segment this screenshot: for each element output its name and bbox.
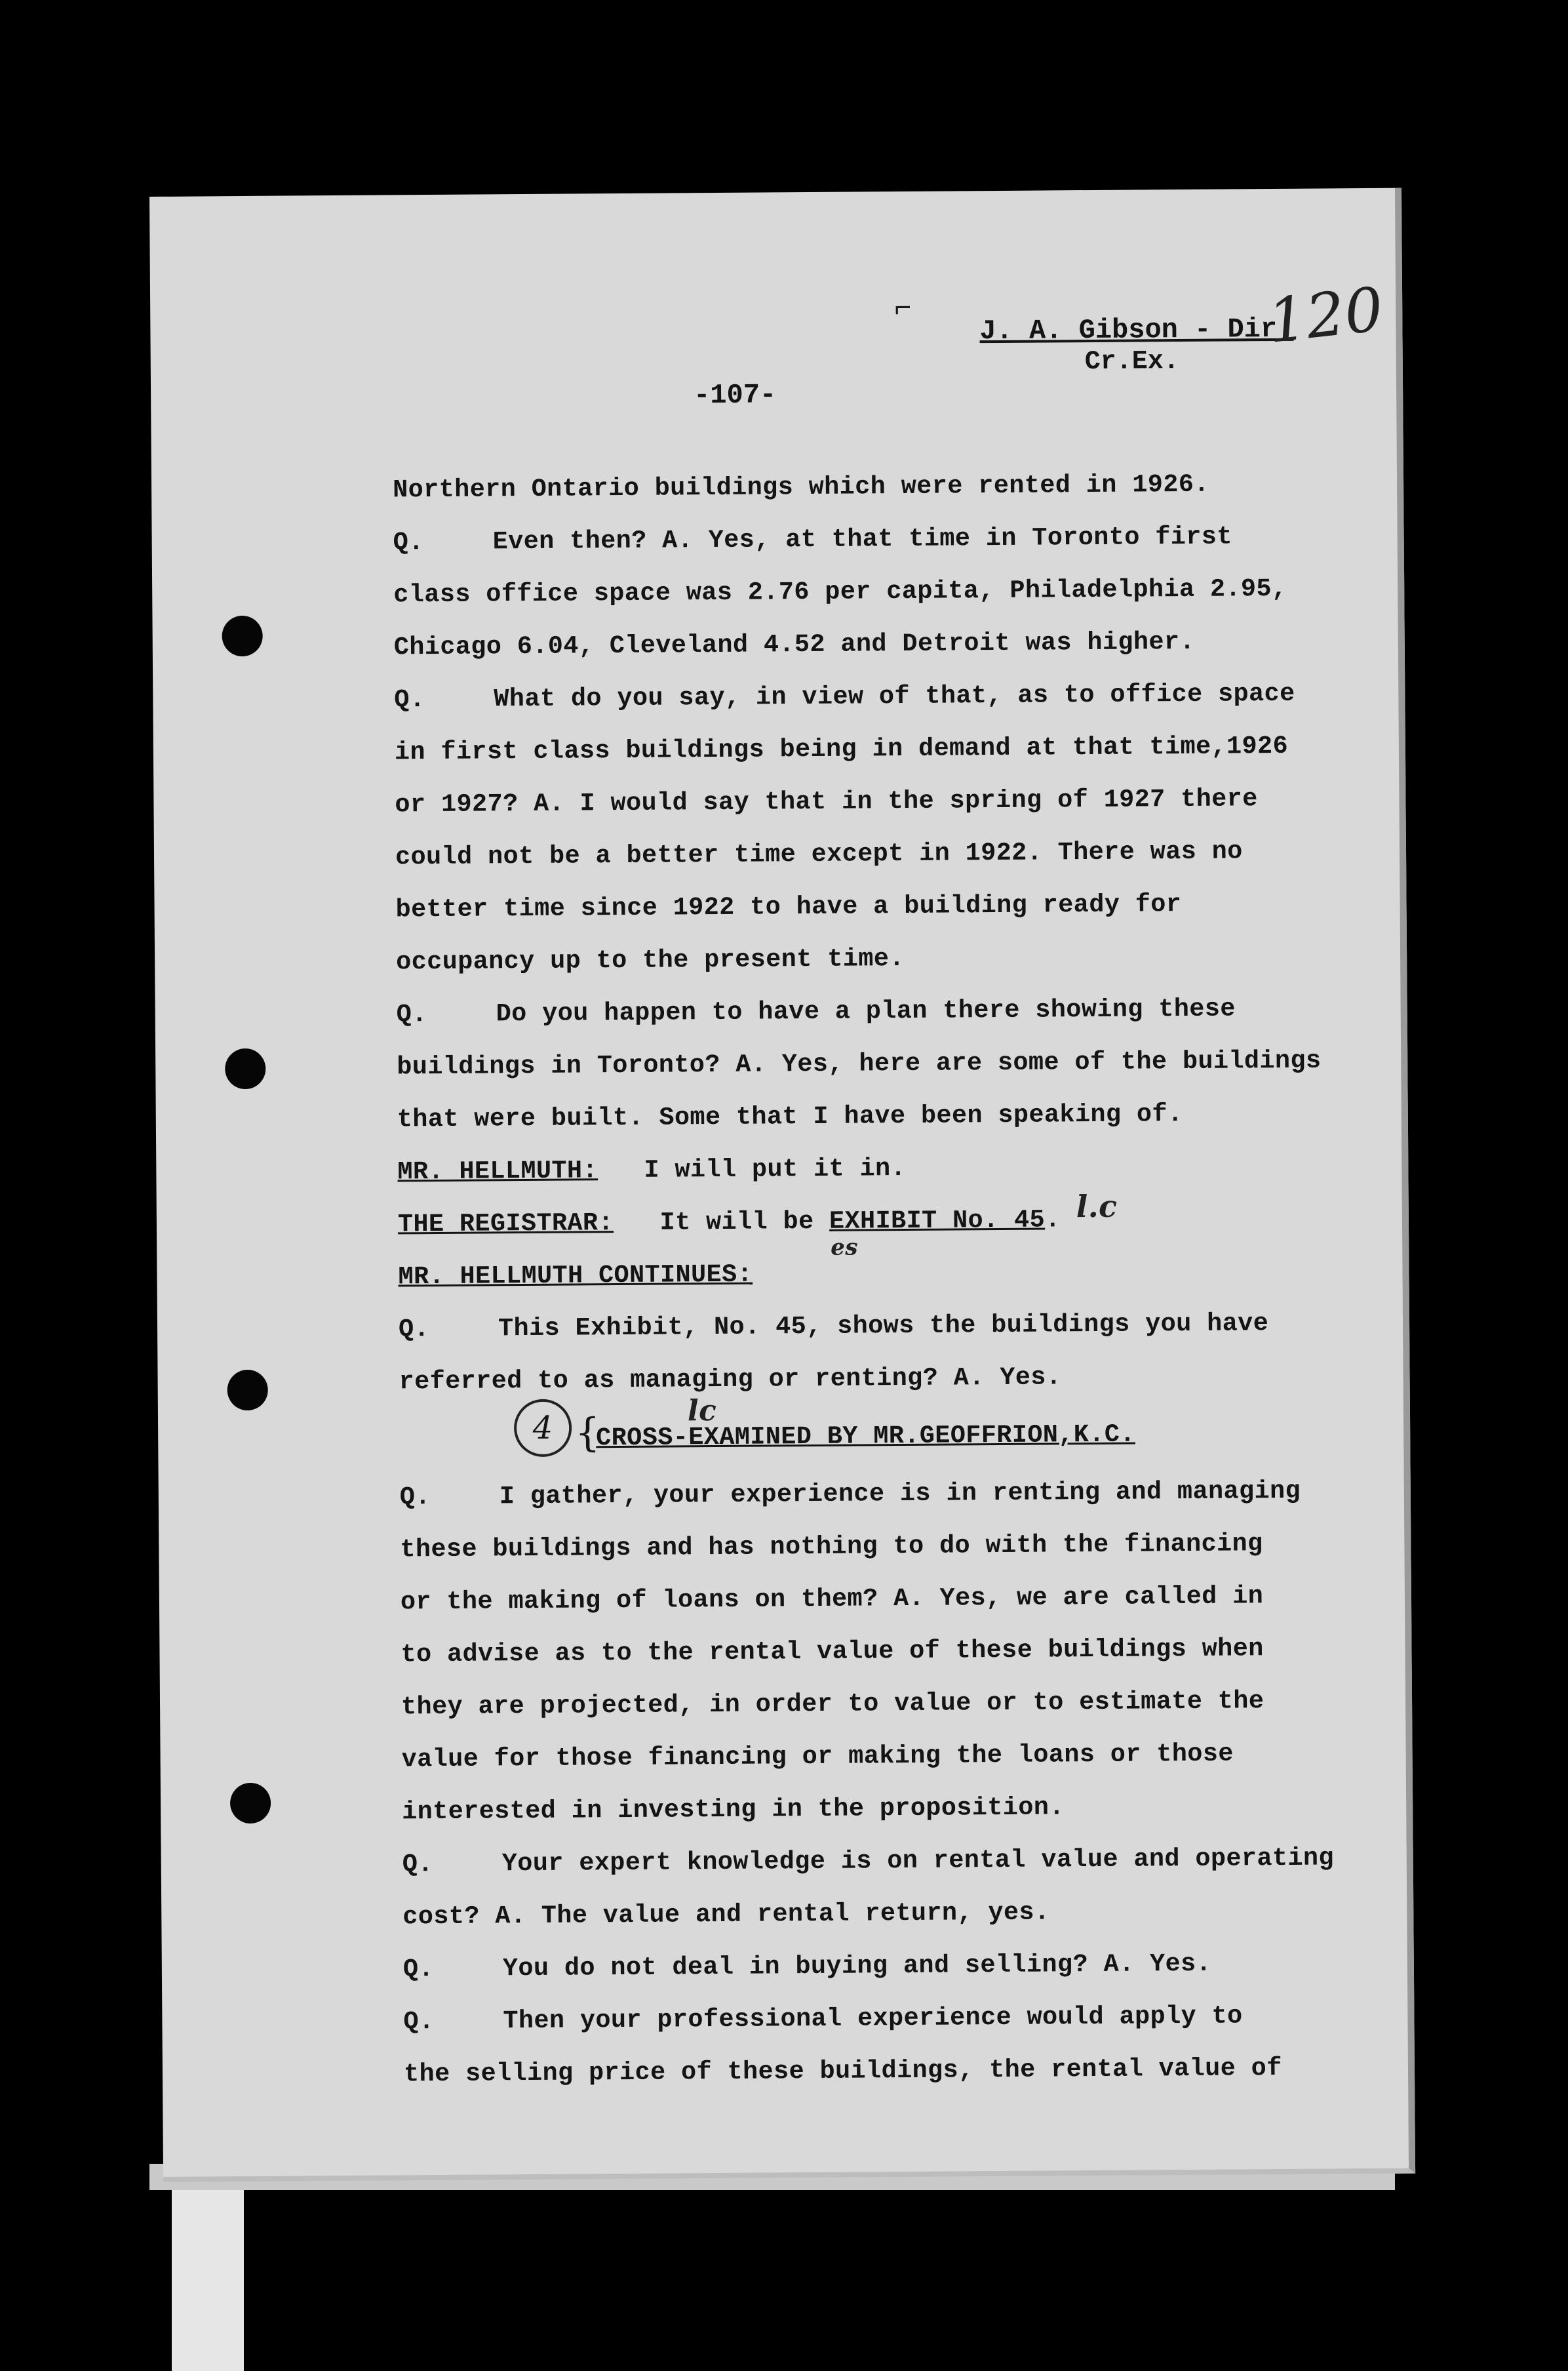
document-page [149,188,1415,2182]
transcript-line [395,772,1379,831]
line-text: Do you happen to have a plan there showing these [496,994,1236,1029]
transcript-line [402,1779,1386,1838]
transcript-line [403,1936,1387,1995]
transcript-line [404,2041,1388,2100]
line-text: referred to as managing or renting? A. Yes. [399,1363,1062,1397]
line-text: buildings in Toronto? A. Yes, here are some of the buildings [397,1046,1322,1082]
line-text: Then your professional experience would apply to [503,2001,1243,2036]
speaker-text-end: . [1044,1205,1061,1235]
punch-hole [230,1783,271,1823]
transcript-block [393,457,1381,1146]
continues-label: MR. HELLMUTH CONTINUES: [398,1260,753,1292]
transcript-line [397,1086,1381,1146]
transcript-line [393,562,1377,621]
line-text: to advise as to the rental value of these buildings when [401,1634,1264,1669]
transcript-line [396,929,1380,988]
transcript-line [403,1989,1387,2048]
tick-mark: ⌐ [894,292,912,327]
transcript-line [401,1674,1385,1733]
paper-tab [172,2190,244,2371]
question-marker: Q. [393,528,424,557]
line-text: Chicago 6.04, Cleveland 4.52 and Detroit was higher. [393,627,1196,662]
line-text: cost? A. The value and rental return, yes. [402,1898,1050,1932]
transcript-line [402,1831,1386,1890]
line-text: in first class buildings being in demand at that time,1926 [394,731,1289,767]
transcript-line [401,1726,1385,1785]
cross-exam-heading: CROSS-EXAMINED BY MR.GEOFFRION,K.C. [596,1420,1136,1453]
line-text: value for those financing or making the loans or those [401,1739,1234,1774]
witness-name: J. A. Gibson - Dir. [979,313,1294,348]
transcript-block [399,1296,1382,1408]
line-text: occupancy up to the present time. [396,944,905,977]
line-text: they are projected, in order to value or to estimate the [401,1686,1264,1722]
question-marker: Q. [402,1850,433,1879]
speaker-label: THE REGISTRAR: [397,1208,614,1239]
speaker-line [397,1188,1382,1261]
line-text: or 1927? A. I would say that in the spring of 1927 there [395,784,1258,820]
transcript-body [393,457,1387,2100]
transcript-line [393,457,1377,516]
handwritten-annotation: es [831,1234,858,1261]
transcript-line [400,1464,1384,1523]
question-marker: Q. [403,2007,435,2037]
line-text: the selling price of these buildings, the rental value of [403,2054,1282,2089]
punch-hole [222,616,262,656]
transcript-block [400,1464,1388,2100]
transcript-line [401,1569,1384,1628]
punch-hole [225,1048,265,1089]
line-text: interested in investing in the proposition. [402,1793,1065,1827]
question-marker: Q. [394,685,425,715]
page-number: -107- [693,379,777,412]
handwritten-page-number: 120 [1264,274,1387,357]
line-text: could not be a better time except in 1922. There was no [395,837,1243,872]
question-marker: Q. [402,1955,435,1984]
question-marker: Q. [396,1000,427,1029]
speaker-text: It will be [659,1206,814,1237]
transcript-line [394,614,1378,673]
cross-exam-heading-line [399,1394,1383,1471]
transcript-line [395,824,1379,883]
question-marker: Q. [398,1315,430,1344]
line-text: Your expert knowledge is on rental value and operating [501,1843,1335,1879]
transcript-line [396,982,1380,1041]
transcript-line [400,1517,1384,1576]
transcript-line [394,667,1378,726]
transcript-line [402,1884,1386,1943]
transcript-line [401,1622,1384,1681]
circled-number: 4 [514,1399,572,1458]
line-text: class office space was 2.76 per capita, Philadelphia 2.95, [393,574,1287,610]
line-text: This Exhibit, No. 45, shows the buildings you have [498,1309,1269,1344]
speaker-label: MR. HELLMUTH: [397,1156,598,1187]
exhibit-reference: EXHIBIT No. 45 [829,1205,1046,1236]
brace-mark: { [574,1410,601,1456]
transcript-line [397,1034,1381,1093]
line-text: or the making of loans on them? A. Yes, we are called in [400,1582,1264,1617]
punch-hole [227,1370,267,1410]
line-text: better time since 1922 to have a building ready for [395,890,1182,925]
exam-type: Cr.Ex. [1084,347,1179,378]
transcript-line [395,719,1379,778]
line-text: I gather, your experience is in renting and managing [499,1476,1301,1511]
line-text: Even then? A. Yes, at that time in Toronto first [492,522,1233,557]
handwritten-annotation: lc [687,1394,717,1428]
speaker-line [397,1139,1381,1198]
line-text: that were built. Some that I have been speaking of. [397,1100,1183,1134]
question-marker: Q. [399,1483,431,1512]
speaker-text: I will put it in. [644,1153,907,1185]
transcript-line [395,877,1379,936]
transcript-line [399,1296,1382,1355]
page-header [979,313,1294,378]
line-text: What do you say, in view of that, as to office space [494,679,1295,714]
handwritten-annotation: l.c [1076,1188,1118,1225]
line-text: Northern Ontario buildings which were rented in 1926. [392,469,1209,505]
speaker-line [398,1244,1382,1303]
line-text: these buildings and has nothing to do with the financing [400,1529,1263,1564]
line-text: You do not deal in buying and selling? A. Yes. [502,1949,1212,1983]
transcript-line [393,509,1377,568]
